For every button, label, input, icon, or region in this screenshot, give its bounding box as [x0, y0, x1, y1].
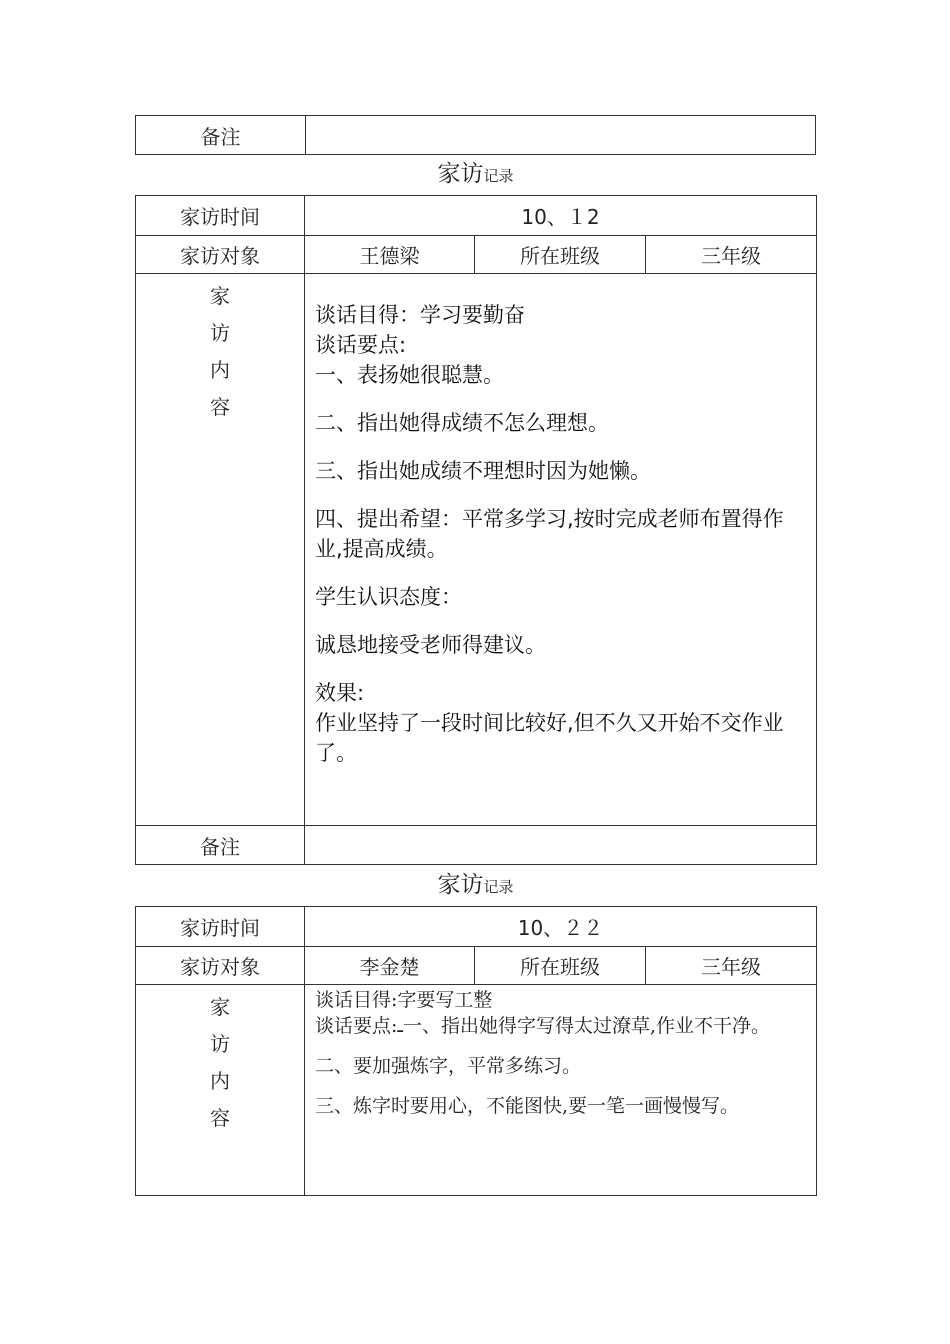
talk-goal: 谈话目得:字要写工整 — [315, 989, 493, 1011]
talk-points-heading: 谈话要点: — [315, 333, 407, 357]
visit-content-label — [136, 985, 305, 1196]
visit-time-label: 家访时间 — [136, 907, 305, 947]
content-label-char: 家 — [210, 284, 230, 308]
content-label-char: 家 — [210, 995, 230, 1019]
visit-time-value: 10、１2 — [305, 196, 817, 236]
visit-content — [305, 985, 817, 1196]
record1-heading-small: 记录 — [483, 167, 514, 185]
student-attitude-heading: 学生认识态度： — [315, 585, 462, 609]
content-label-char: 内 — [210, 1069, 230, 1093]
class-value: 三年级 — [646, 236, 817, 274]
class-label: 所在班级 — [475, 947, 646, 985]
remarks-label: 备注 — [136, 116, 306, 155]
talk-points: 谈话要点:ـ一、指出她得字写得太过潦草,作业不干净。 — [315, 1015, 771, 1037]
record1-table — [135, 195, 817, 865]
remarks-value — [306, 116, 816, 155]
visit-subject-value: 李金楚 — [305, 947, 475, 985]
class-value: 三年级 — [646, 947, 817, 985]
content-label-char: 内 — [210, 358, 230, 382]
talk-point: 二、要加强炼字，平常多练习。 — [315, 1055, 582, 1077]
visit-subject-value: 王德梁 — [305, 236, 475, 274]
visit-time-label: 家访时间 — [136, 196, 305, 236]
visit-subject-label: 家访对象 — [136, 947, 305, 985]
record2-heading-small: 记录 — [483, 878, 514, 896]
talk-point: 一、表扬她很聪慧。 — [315, 363, 504, 387]
effect: 作业坚持了一段时间比较好,但不久又开始不交作业了。 — [315, 711, 784, 765]
content-label-char: 容 — [210, 395, 230, 419]
remarks-value — [305, 826, 817, 865]
remarks-label: 备注 — [136, 826, 305, 865]
talk-goal: 谈话目得：学习要勤奋 — [315, 303, 525, 327]
visit-content — [305, 274, 817, 826]
effect-heading: 效果: — [315, 681, 365, 705]
record1-heading — [135, 155, 816, 188]
talk-point: 四、提出希望：平常多学习,按时完成老师布置得作业,提高成绩。 — [315, 507, 784, 561]
talk-point: 三、炼字时要用心，不能图快,要一笔一画慢慢写。 — [315, 1095, 740, 1117]
talk-point: 二、指出她得成绩不怎么理想。 — [315, 411, 609, 435]
visit-subject-label: 家访对象 — [136, 236, 305, 274]
visit-content-label — [136, 274, 305, 826]
record2-table — [135, 906, 817, 1196]
content-label-char: 访 — [210, 1032, 230, 1056]
record2-heading-main: 家访 — [437, 872, 484, 898]
content-label-char: 访 — [210, 321, 230, 345]
record1-heading-main: 家访 — [437, 161, 484, 187]
record2-heading — [135, 866, 816, 899]
top-remarks-table — [135, 115, 816, 155]
content-label-char: 容 — [210, 1106, 230, 1130]
class-label: 所在班级 — [475, 236, 646, 274]
talk-point: 三、指出她成绩不理想时因为她懒。 — [315, 459, 651, 483]
visit-time-value: 10、２２ — [305, 907, 817, 947]
student-attitude: 诚恳地接受老师得建议。 — [315, 633, 546, 657]
